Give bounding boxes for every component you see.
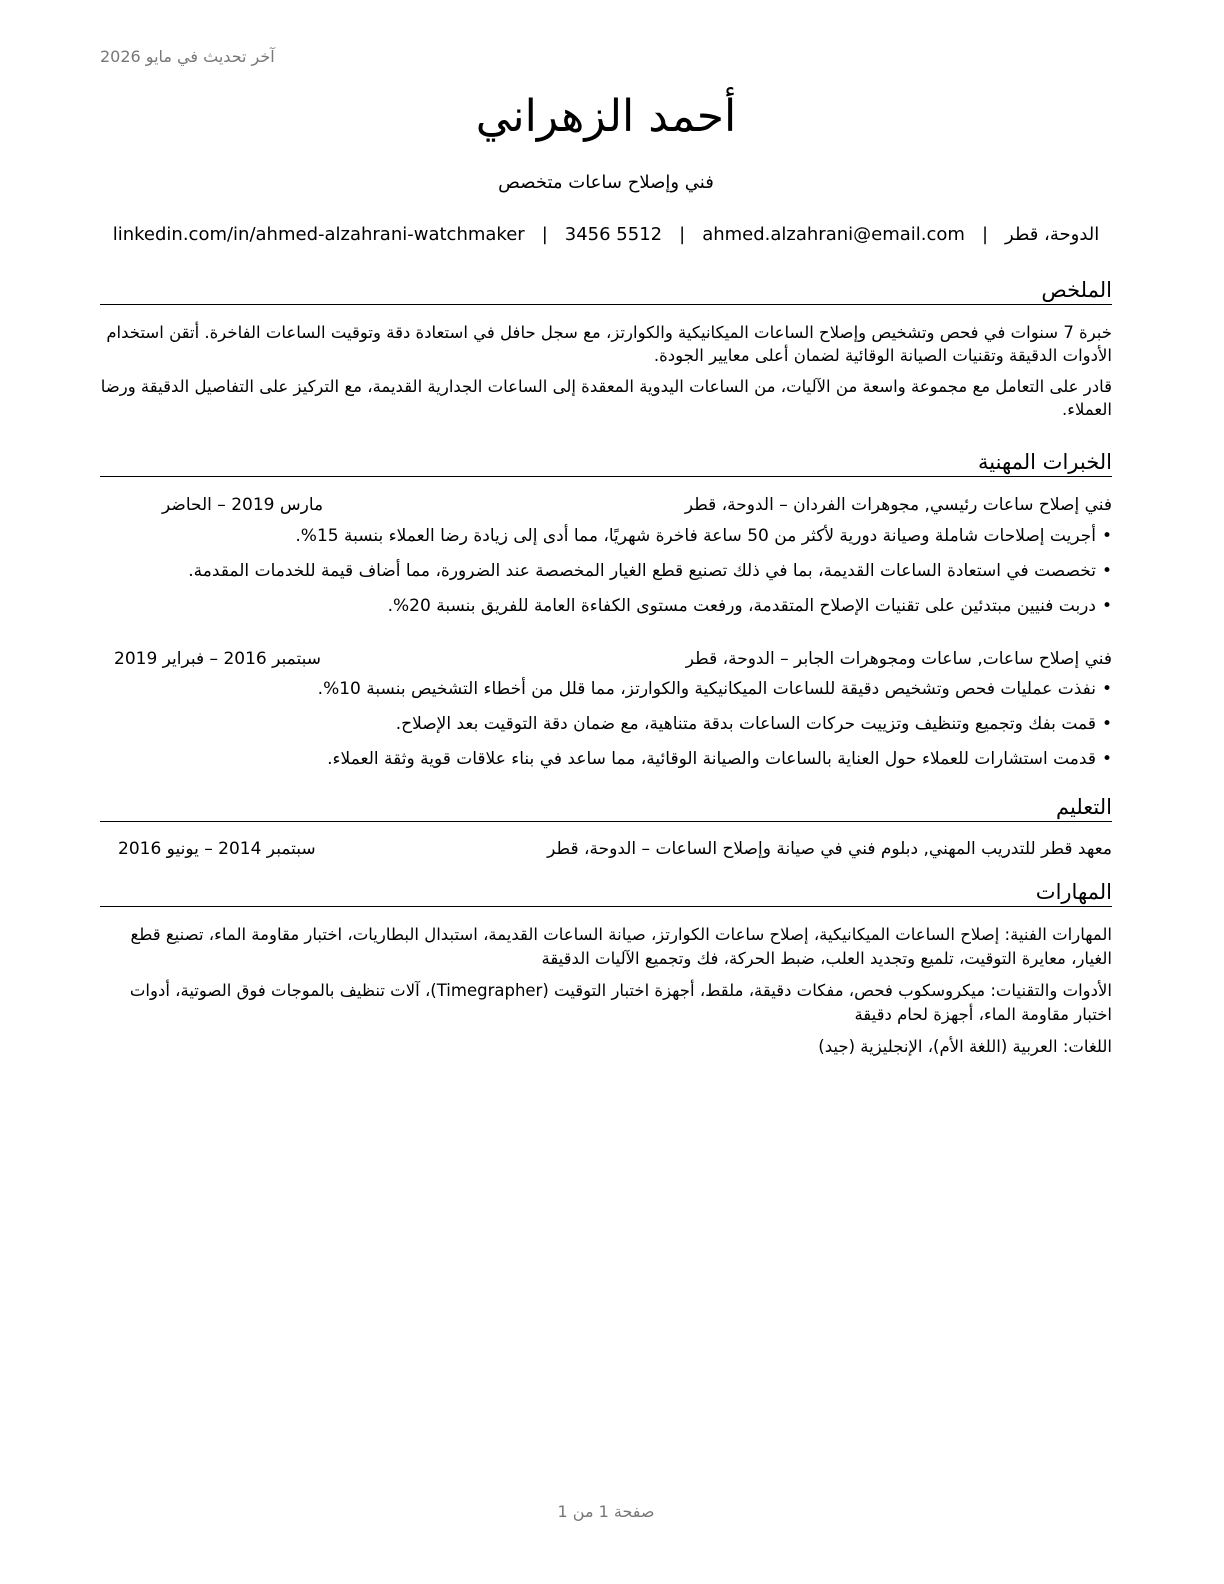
skills-heading: المهارات: [100, 878, 1112, 907]
bullet-text: دربت فنيين مبتدئين على تقنيات الإصلاح المتقدمة، ورفعت مستوى الكفاءة العامة للفريق بنسبة 20%.: [387, 596, 1096, 616]
bullet-item: •نفذت عمليات فحص وتشخيص دقيقة للساعات الميكانيكية والكوارتز، مما قلل من أخطاء التشخيص بنسبة 10%.: [317, 679, 1112, 699]
job-title: فني إصلاح ساعات رئيسي, مجوهرات الفردان – الدوحة، قطر: [684, 495, 1112, 515]
job-header: [100, 492, 1112, 518]
contact-email[interactable]: ahmed.alzahrani@email.com: [702, 224, 965, 245]
experience-heading: الخبرات المهنية: [100, 448, 1112, 477]
candidate-name: أحمد الزهراني: [475, 91, 737, 142]
skills-technical: المهارات الفنية: إصلاح الساعات الميكانيكية، إصلاح ساعات الكوارتز، صيانة الساعات القديمة، استبدال البطاريات، اختبار مقاومة الماء، تصنيع قطع الغيار، معايرة التوقيت، تلميع وتجديد العلب، ضبط الحركة، فك وتجميع الآليات الدقيقة: [130, 925, 1112, 968]
bullet-item: •تخصصت في استعادة الساعات القديمة، بما في ذلك تصنيع قطع الغيار المخصصة عند الضرورة، مما أضاف قيمة للخدمات المقدمة.: [188, 561, 1112, 581]
last-updated: آخر تحديث في مايو 2026: [100, 47, 275, 66]
job-bullets: [100, 523, 1112, 628]
contact-separator: |: [541, 224, 548, 245]
contact-separator: |: [679, 224, 686, 245]
skills-tools: الأدوات والتقنيات: ميكروسكوب فحص، مفكات دقيقة، ملقط، أجهزة اختبار التوقيت (Timegrapher)، آلات تنظيف بالموجات فوق الصوتية، أدوات اختبار مقاومة الماء، أجهزة لحام دقيقة: [129, 981, 1112, 1024]
bullet-item: •دربت فنيين مبتدئين على تقنيات الإصلاح المتقدمة، ورفعت مستوى الكفاءة العامة للفريق بنسبة 20%.: [387, 596, 1112, 616]
page-number: صفحة 1 من 1: [557, 1502, 655, 1521]
bullet-item: •قمت بفك وتجميع وتنظيف وتزييت حركات الساعات بدقة متناهية، مع ضمان دقة التوقيت بعد الإصلاح.: [395, 714, 1112, 734]
summary-body: [100, 321, 1112, 429]
bullet-text: أجريت إصلاحات شاملة وصيانة دورية لأكثر من 50 ساعة فاخرة شهريًا، مما أدى إلى زيادة رضا العملاء بنسبة 15%.: [295, 526, 1096, 546]
skills-languages: اللغات: العربية (اللغة الأم)، الإنجليزية (جيد): [818, 1037, 1112, 1056]
bullet-text: قمت بفك وتجميع وتنظيف وتزييت حركات الساعات بدقة متناهية، مع ضمان دقة التوقيت بعد الإصلاح.: [395, 714, 1096, 734]
bullet-text: تخصصت في استعادة الساعات القديمة، بما في ذلك تصنيع قطع الغيار المخصصة عند الضرورة، مما أضاف قيمة للخدمات المقدمة.: [188, 561, 1096, 581]
bullet-text: قدمت استشارات للعملاء حول العناية بالساعات والصيانة الوقائية، مما ساعد في بناء علاقات قوية وثقة العملاء.: [327, 749, 1096, 769]
job-bullets: [100, 676, 1112, 781]
education-institution: معهد قطر للتدريب المهني, دبلوم فني في صيانة وإصلاح الساعات – الدوحة، قطر: [547, 839, 1112, 859]
job-dates: مارس 2019 – الحاضر: [162, 495, 324, 515]
contact-phone: 3456 5512: [564, 224, 663, 245]
education-entry: [100, 836, 1112, 862]
education-heading: التعليم: [100, 793, 1112, 822]
summary-paragraph: قادر على التعامل مع مجموعة واسعة من الآليات، من الساعات اليدوية المعقدة إلى الساعات الجدارية القديمة، مع التركيز على التفاصيل الدقيقة ورضا العملاء.: [100, 377, 1112, 419]
job-dates: سبتمبر 2016 – فبراير 2019: [114, 649, 321, 669]
skills-body: [100, 923, 1112, 1067]
job-title: فني إصلاح ساعات, ساعات ومجوهرات الجابر – الدوحة، قطر: [685, 649, 1112, 669]
candidate-title: فني وإصلاح ساعات متخصص: [498, 172, 714, 193]
summary-heading: الملخص: [100, 276, 1112, 305]
education-dates: سبتمبر 2014 – يونيو 2016: [118, 839, 316, 859]
resume-page: [100, 0, 1112, 1584]
summary-paragraph: خبرة 7 سنوات في فحص وتشخيص وإصلاح الساعات الميكانيكية والكوارتز، مع سجل حافل في استعادة دقة وتوقيت الساعات الفاخرة. أتقن استخدام الأدوات الدقيقة وتقنيات الصيانة الوقائية لضمان أعلى معايير الجودة.: [106, 323, 1112, 365]
contact-separator: |: [981, 224, 989, 245]
contact-line: [100, 222, 1112, 248]
bullet-text: نفذت عمليات فحص وتشخيص دقيقة للساعات الميكانيكية والكوارتز، مما قلل من أخطاء التشخيص بنسبة 10%.: [317, 679, 1096, 699]
bullet-item: •قدمت استشارات للعملاء حول العناية بالساعات والصيانة الوقائية، مما ساعد في بناء علاقات قوية وثقة العملاء.: [327, 749, 1112, 769]
contact-location: الدوحة، قطر: [1005, 224, 1100, 245]
bullet-item: •أجريت إصلاحات شاملة وصيانة دورية لأكثر من 50 ساعة فاخرة شهريًا، مما أدى إلى زيادة رضا العملاء بنسبة 15%.: [295, 526, 1112, 546]
contact-linkedin[interactable]: linkedin.com/in/ahmed-alzahrani-watchmaker: [112, 224, 525, 245]
job-header: [100, 646, 1112, 672]
